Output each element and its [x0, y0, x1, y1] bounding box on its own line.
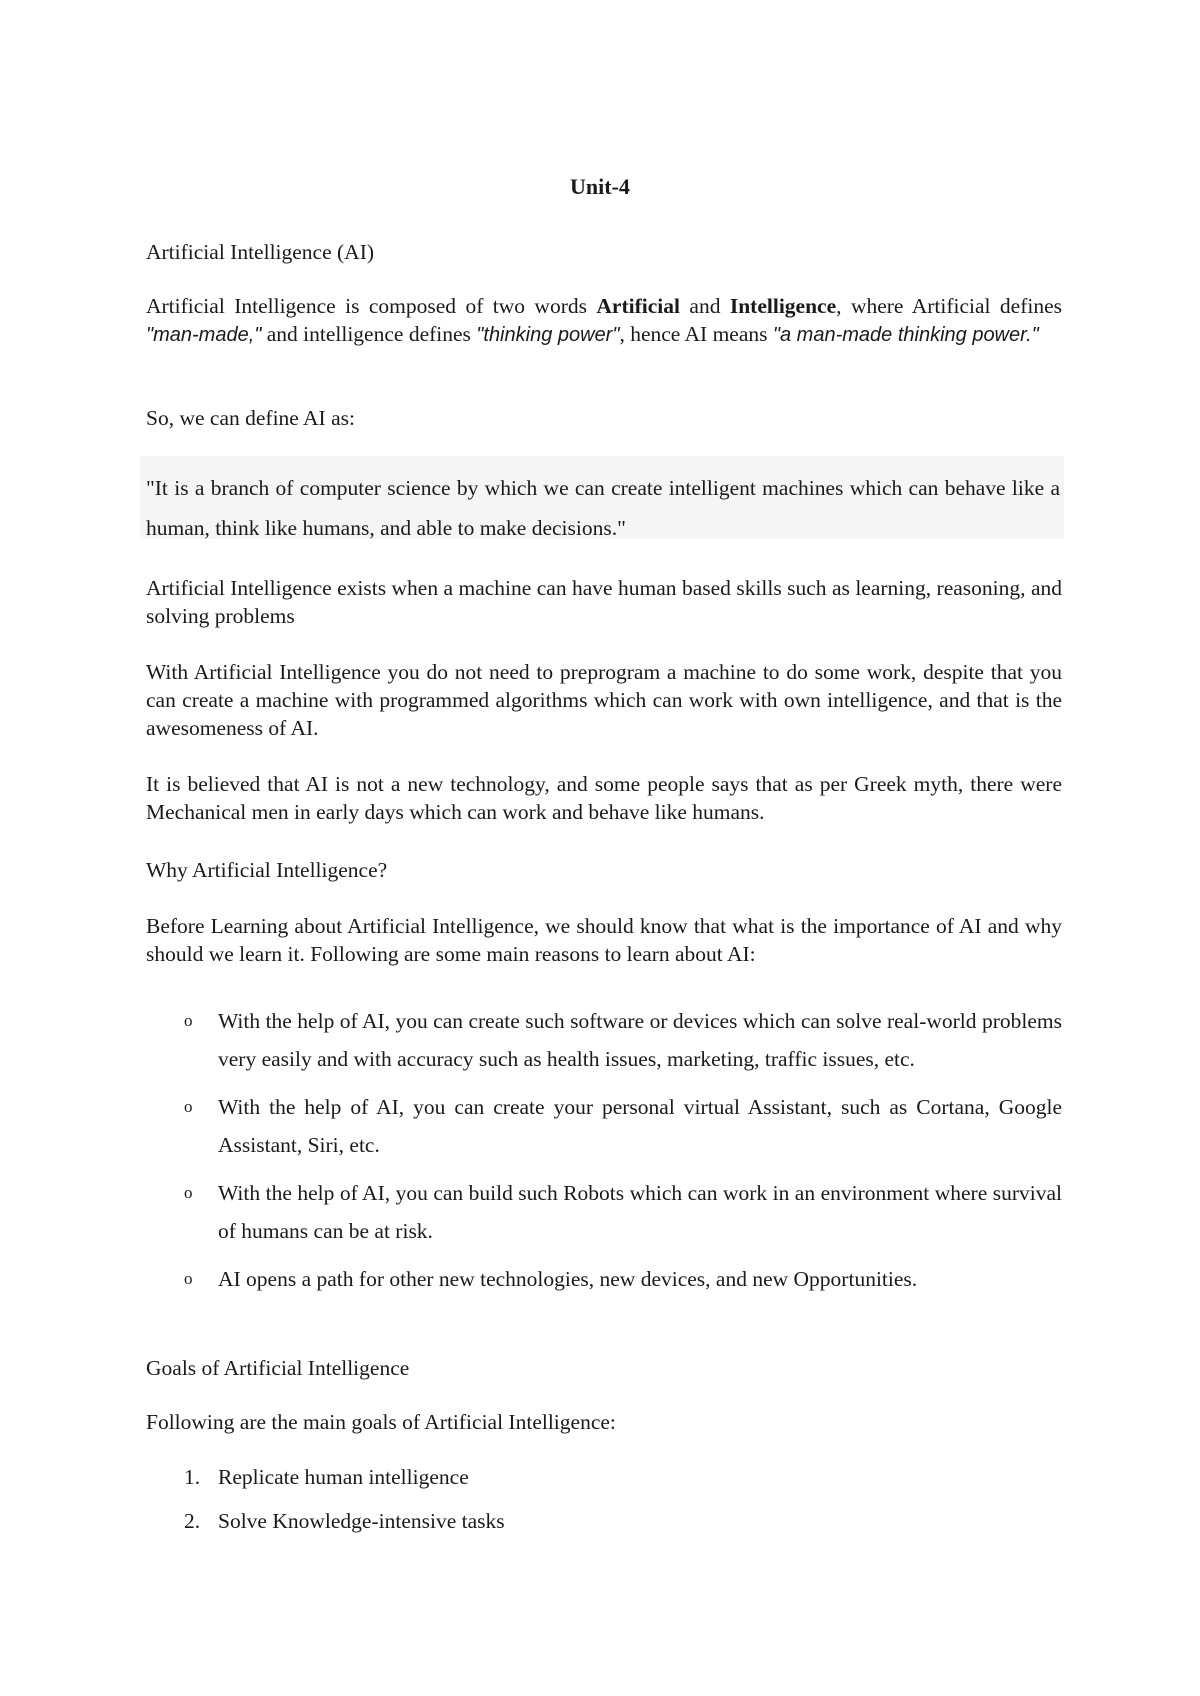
paragraph-greek: It is believed that AI is not a new technology, and some people says that as per Greek myth, there were Mechanical men in early days which can work and behave like humans. — [146, 772, 1062, 824]
reasons-list — [146, 1002, 1062, 1308]
list-item — [146, 1002, 1062, 1078]
list-item — [146, 1502, 1062, 1540]
intro-ai-means: "a man-made thinking power." — [772, 324, 1039, 346]
list-item — [146, 1458, 1062, 1496]
paragraph-exists: Artificial Intelligence exists when a machine can have human based skills such as learning, reasoning, and solving problems — [146, 576, 1062, 628]
bullet-marker: o — [184, 1097, 193, 1116]
paragraph-before: Before Learning about Artificial Intelligence, we should know that what is the importance of AI and why should we learn it. Following are some main reasons to learn about AI: — [146, 914, 1062, 966]
define-lead: So, we can define AI as: — [146, 406, 355, 430]
intro-text-2: and — [679, 294, 730, 318]
intro-text-3: , where Artificial defines — [836, 294, 1062, 318]
list-item-text: With the help of AI, you can build such Robots which can work in an environment where survival of humans can be at risk. — [218, 1181, 1062, 1243]
heading-goals: Goals of Artificial Intelligence — [146, 1356, 410, 1380]
goals-list — [146, 1458, 1062, 1546]
paragraph-preprogram: With Artificial Intelligence you do not need to preprogram a machine to do some work, despite that you can create a machine with programmed algorithms which can work with own intelligence, and that is the awesomeness of AI. — [146, 660, 1062, 740]
list-item-text: AI opens a path for other new technologies, new devices, and new Opportunities. — [218, 1267, 918, 1291]
intro-paragraph — [146, 292, 1062, 349]
list-item-text: Replicate human intelligence — [218, 1465, 469, 1489]
definition-quote: "It is a branch of computer science by which we can create intelligent machines which can behave like a human, think like humans, and able to make decisions." — [146, 476, 1060, 540]
goals-lead: Following are the main goals of Artificial Intelligence: — [146, 1410, 616, 1434]
bullet-marker: o — [184, 1269, 193, 1288]
bullet-marker: o — [184, 1011, 193, 1030]
list-item-text: With the help of AI, you can create your personal virtual Assistant, such as Cortana, Google Assistant, Siri, etc. — [218, 1095, 1062, 1157]
list-item — [146, 1088, 1062, 1164]
list-number: 2. — [184, 1509, 201, 1533]
intro-word-intelligence: Intelligence — [729, 294, 837, 318]
intro-text-1: Artificial Intelligence is composed of two words — [146, 294, 597, 318]
list-item — [146, 1174, 1062, 1250]
page-title: Unit-4 — [570, 174, 630, 199]
bullet-marker: o — [184, 1183, 193, 1202]
intro-word-artificial: Artificial — [596, 294, 680, 318]
heading-why: Why Artificial Intelligence? — [146, 858, 388, 882]
list-item — [146, 1260, 1062, 1298]
intro-man-made: "man-made," — [146, 324, 262, 346]
list-number: 1. — [184, 1465, 201, 1489]
intro-text-5: , hence AI means — [619, 322, 773, 346]
heading-ai: Artificial Intelligence (AI) — [146, 240, 375, 264]
list-item-text: Solve Knowledge-intensive tasks — [218, 1509, 505, 1533]
intro-text-4: and intelligence defines — [261, 322, 477, 346]
intro-thinking-power: "thinking power" — [476, 324, 620, 346]
list-item-text: With the help of AI, you can create such software or devices which can solve real-world problems very easily and with accuracy such as health issues, marketing, traffic issues, etc. — [218, 1009, 1062, 1071]
